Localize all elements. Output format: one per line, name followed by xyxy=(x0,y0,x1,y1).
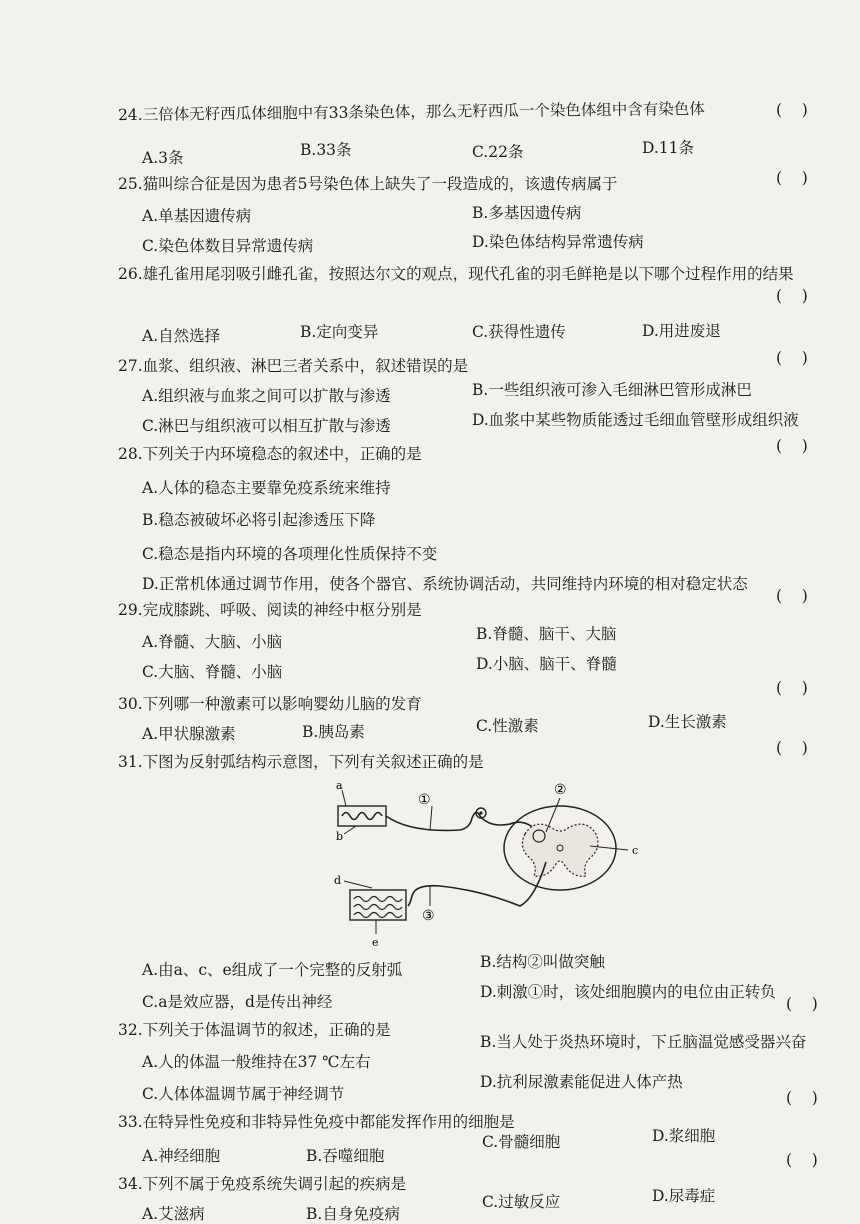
question-26-option-b: B.定向变异 xyxy=(300,323,379,341)
label-2: ② xyxy=(554,782,567,798)
question-29-stem: 29.完成膝跳、呼吸、阅读的神经中枢分别是 xyxy=(118,601,422,619)
question-32-option-a: A.人的体温一般维持在37 ℃左右 xyxy=(142,1053,371,1071)
question-28-option-c: C.稳态是指内环境的各项理化性质保持不变 xyxy=(142,545,438,563)
question-29-option-b: B.脊髓、脑干、大脑 xyxy=(476,625,617,643)
question-30-option-a: A.甲状腺激素 xyxy=(142,725,236,743)
label-1: ① xyxy=(418,792,431,808)
question-31-stem: 31.下图为反射弧结构示意图，下列有关叙述正确的是 xyxy=(118,753,484,771)
question-26-option-a: A.自然选择 xyxy=(142,327,221,345)
question-31-answer-blank: ( ) xyxy=(776,739,808,757)
question-27-option-a: A.组织液与血浆之间可以扩散与渗透 xyxy=(142,387,391,405)
question-31-option-a: A.由a、c、e组成了一个完整的反射弧 xyxy=(142,961,403,979)
question-33-option-d: D.浆细胞 xyxy=(652,1127,716,1145)
question-33-answer-blank: ( ) xyxy=(786,1089,818,1107)
question-30-option-c: C.性激素 xyxy=(476,717,539,735)
question-28-option-a: A.人体的稳态主要靠免疫系统来维持 xyxy=(142,479,391,497)
question-24-option-a: A.3条 xyxy=(142,149,184,167)
question-24-option-d: D.11条 xyxy=(642,139,695,157)
label-b: b xyxy=(336,830,344,843)
question-26-answer-blank: ( ) xyxy=(776,287,808,305)
question-31-option-b: B.结构②叫做突触 xyxy=(480,953,605,971)
question-28-stem: 28.下列关于内环境稳态的叙述中，正确的是 xyxy=(118,445,422,463)
question-34-answer-blank: ( ) xyxy=(786,1151,818,1169)
question-32-option-b: B.当人处于炎热环境时，下丘脑温觉感受器兴奋 xyxy=(480,1033,807,1051)
receptor-fibers xyxy=(342,813,382,820)
question-30-option-d: D.生长激素 xyxy=(648,713,727,731)
question-24-option-c: C.22条 xyxy=(472,143,524,161)
question-24-option-b: B.33条 xyxy=(300,141,352,159)
question-33-option-b: B.吞噬细胞 xyxy=(306,1147,385,1165)
question-24-stem: 24.三倍体无籽西瓜体细胞中有33条染色体，那么无籽西瓜一个染色体组中含有染色体 xyxy=(117,99,705,125)
question-29-option-c: C.大脑、脊髓、小脑 xyxy=(142,663,283,681)
label-c: c xyxy=(632,844,639,857)
question-34-option-c: C.过敏反应 xyxy=(482,1193,561,1211)
question-25-answer-blank: ( ) xyxy=(776,169,808,187)
question-30-option-b: B.胰岛素 xyxy=(302,723,365,741)
question-34-option-d: D.尿毒症 xyxy=(652,1187,716,1205)
question-25-option-a: A.单基因遗传病 xyxy=(142,207,252,225)
question-24-answer-blank: ( ) xyxy=(776,101,808,119)
question-32-answer-blank: ( ) xyxy=(786,995,818,1013)
question-29-answer-blank: ( ) xyxy=(776,587,808,605)
question-28-option-d: D.正常机体通过调节作用，使各个器官、系统协调活动，共同维持内环境的相对稳定状态 xyxy=(142,575,748,593)
label-d: d xyxy=(334,874,342,887)
muscle-fibers xyxy=(354,897,402,918)
question-30-stem: 30.下列哪一种激素可以影响婴幼儿脑的发育 xyxy=(118,695,422,713)
question-27-option-b: B.一些组织液可渗入毛细淋巴管形成淋巴 xyxy=(472,381,752,399)
label-e: e xyxy=(372,936,379,949)
question-32-option-c: C.人体体温调节属于神经调节 xyxy=(142,1085,345,1103)
question-30-answer-blank: ( ) xyxy=(776,679,808,697)
question-27-option-d: D.血浆中某些物质能透过毛细血管壁形成组织液 xyxy=(472,411,799,429)
efferent-nerve xyxy=(408,862,546,906)
question-32-option-d: D.抗利尿激素能促进人体产热 xyxy=(480,1073,683,1091)
question-25-option-b: B.多基因遗传病 xyxy=(472,204,582,222)
question-34-option-a: A.艾滋病 xyxy=(142,1205,205,1223)
question-34-option-b: B.自身免疫病 xyxy=(306,1205,400,1223)
label-3: ③ xyxy=(422,908,435,924)
question-26-stem: 26.雄孔雀用尾羽吸引雌孔雀，按照达尔文的观点，现代孔雀的羽毛鲜艳是以下哪个过程作用的结果 xyxy=(118,265,794,283)
question-26-option-c: C.获得性遗传 xyxy=(472,323,566,341)
question-28-option-b: B.稳态被破坏必将引起渗透压下降 xyxy=(142,511,376,529)
question-29-option-d: D.小脑、脑干、脊髓 xyxy=(476,655,617,673)
question-28-answer-blank: ( ) xyxy=(776,437,808,455)
question-33-stem: 33.在特异性免疫和非特异性免疫中都能发挥作用的细胞是 xyxy=(118,1113,515,1131)
question-27-answer-blank: ( ) xyxy=(776,349,808,367)
question-29-option-a: A.脊髓、大脑、小脑 xyxy=(142,633,283,651)
question-25-option-c: C.染色体数目异常遗传病 xyxy=(142,237,314,255)
question-32-stem: 32.下列关于体温调节的叙述，正确的是 xyxy=(118,1021,391,1039)
question-26-option-d: D.用进废退 xyxy=(642,322,721,340)
question-33-option-a: A.神经细胞 xyxy=(142,1147,221,1165)
question-27-stem: 27.血浆、组织液、淋巴三者关系中，叙述错误的是 xyxy=(118,357,469,375)
question-25-option-d: D.染色体结构异常遗传病 xyxy=(472,233,644,251)
label-a: a xyxy=(336,779,343,792)
gray-matter xyxy=(522,824,598,876)
reflex-arc-diagram xyxy=(320,778,650,950)
question-25-stem: 25.猫叫综合征是因为患者5号染色体上缺失了一段造成的，该遗传病属于 xyxy=(118,175,618,193)
question-34-stem: 34.下列不属于免疫系统失调引起的疾病是 xyxy=(118,1175,407,1193)
question-27-option-c: C.淋巴与组织液可以相互扩散与渗透 xyxy=(142,417,391,435)
question-31-option-c: C.a是效应器，d是传出神经 xyxy=(142,993,333,1011)
question-33-option-c: C.骨髓细胞 xyxy=(482,1133,561,1151)
question-31-option-d: D.刺激①时，该处细胞膜内的电位由正转负 xyxy=(480,983,776,1001)
receptor-box xyxy=(338,806,386,826)
